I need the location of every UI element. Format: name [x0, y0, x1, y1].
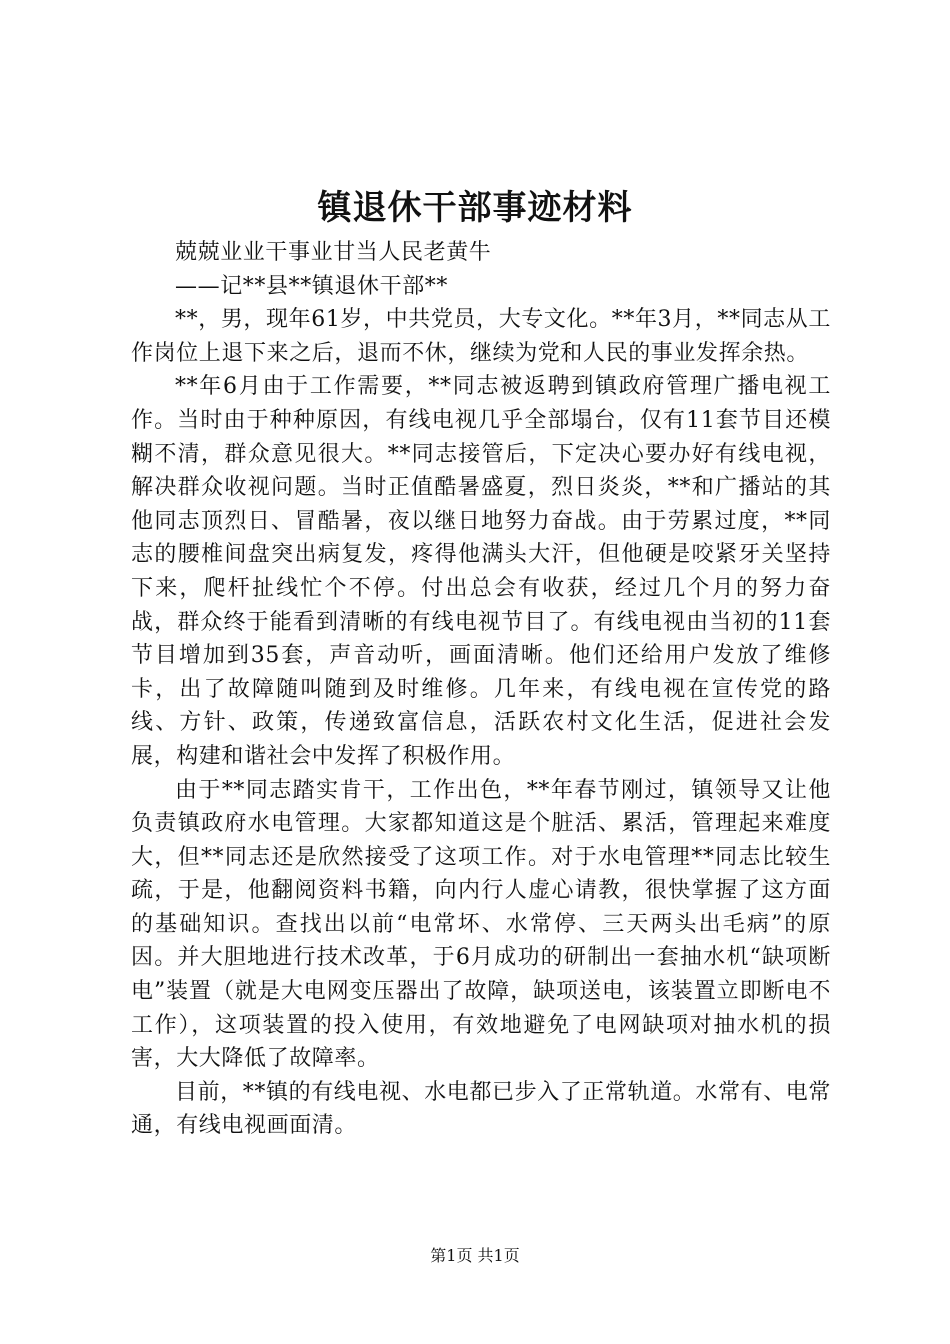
document-title: 镇退休干部事迹材料 [317, 188, 633, 228]
document-body [131, 236, 831, 1143]
paragraph-conclusion: 目前，**镇的有线电视、水电都已步入了正常轨道。水常有、电常通，有线电视画面清。 [131, 1079, 832, 1139]
byline: ——记**县**镇退休干部** [175, 273, 449, 299]
paragraph-water-electric: 由于**同志踏实肯干，工作出色，**年春节刚过，镇领导又让他负责镇政府水电管理。大家都知道这是个脏活、累活，管理起来难度大，但**同志还是欣然接受了这项工作。对于水电管理**同志比较生疏，于是，他翻阅资料书籍，向内行人虚心请教，很快掌握了这方面的基础知识。查找出以前“电常坏、水常停、三天两头出毛病”的原因。并大胆地进行技术改革，于6月成功的研制出一套抽水机“缺项断电”装置（就是大电网变压器出了故障，缺项送电，该装置立即断电不工作），这项装置的投入使用，有效地避免了电网缺项对抽水机的损害，大大降低了故障率。 [131, 777, 831, 1072]
page-number-footer: 第1页 共1页 [430, 1246, 520, 1265]
paragraph-tv-work: **年6月由于工作需要，**同志被返聘到镇政府管理广播电视工作。当时由于种种原因，有线电视几乎全部塌台，仅有11套节目还模糊不清，群众意见很大。**同志接管后，下定决心要办好有线电视，解决群众收视问题。当时正值酷暑盛夏，烈日炎炎，**和广播站的其他同志顶烈日、冒酷暑，夜以继日地努力奋战。由于劳累过度，**同志的腰椎间盘突出病复发，疼得他满头大汗，但他硬是咬紧牙关坚持下来，爬杆扯线忙个不停。付出总会有收获，经过几个月的努力奋战，群众终于能看到清晰的有线电视节目了。有线电视由当初的11套节目增加到35套，声音动听，画面清晰。他们还给用户发放了维修卡，出了故障随叫随到及时维修。几年来，有线电视在宣传党的路线、方针、政策，传递致富信息，活跃农村文化生活，促进社会发展，构建和谐社会中发挥了积极作用。 [131, 374, 831, 769]
subtitle-line: 兢兢业业干事业甘当人民老黄牛 [175, 240, 492, 265]
paragraph-intro: **，男，现年61岁，中共党员，大专文化。**年3月，**同志从工作岗位上退下来之后，退而不休，继续为党和人民的事业发挥余热。 [131, 307, 831, 366]
